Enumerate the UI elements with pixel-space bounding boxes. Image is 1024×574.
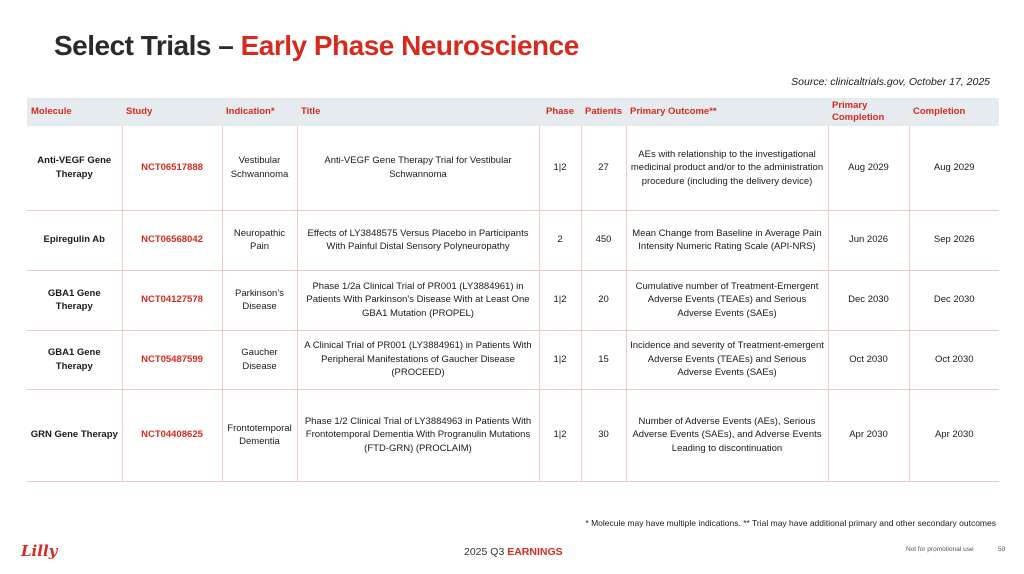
- promo-disclaimer: Not for promotional use: [906, 546, 974, 553]
- cell-patients: 27: [581, 126, 626, 210]
- cell-indication: Neuropathic Pain: [222, 210, 297, 270]
- cell-study-link[interactable]: NCT05487599: [122, 330, 222, 389]
- cell-study-link[interactable]: NCT06568042: [122, 210, 222, 270]
- cell-completion: Apr 2030: [909, 389, 999, 481]
- cell-study-link[interactable]: NCT04127578: [122, 270, 222, 330]
- earnings-period: 2025 Q3: [464, 546, 508, 558]
- cell-phase: 1|2: [539, 126, 581, 210]
- col-header-completion: Completion: [909, 98, 999, 126]
- cell-molecule: GRN Gene Therapy: [27, 389, 122, 481]
- table-header-row: [27, 98, 999, 126]
- cell-molecule: GBA1 Gene Therapy: [27, 330, 122, 389]
- lilly-logo-text: Lilly: [21, 542, 58, 560]
- cell-phase: 1|2: [539, 270, 581, 330]
- lilly-logo: [20, 538, 60, 562]
- cell-primary-outcome: Incidence and severity of Treatment-emergent Adverse Events (TEAEs) and Serious Adverse Events (SAEs): [626, 330, 828, 389]
- cell-completion: Dec 2030: [909, 270, 999, 330]
- cell-primary-outcome: AEs with relationship to the investigational medicinal product and/or to the administration procedure (including the delivery device): [626, 126, 828, 210]
- col-header-molecule: Molecule: [27, 98, 122, 126]
- cell-patients: 450: [581, 210, 626, 270]
- page-title: [54, 30, 579, 62]
- cell-title: A Clinical Trial of PR001 (LY3884961) in Patients With Peripheral Manifestations of Gaucher Disease (PROCEED): [297, 330, 539, 389]
- cell-primary-completion: Dec 2030: [828, 270, 909, 330]
- page-number: 50: [998, 546, 1006, 553]
- table-row: [27, 210, 999, 270]
- cell-study-link[interactable]: NCT06517888: [122, 126, 222, 210]
- col-header-phase: Phase: [539, 98, 581, 126]
- table-row: [27, 330, 999, 389]
- col-header-indication: Indication*: [222, 98, 297, 126]
- cell-primary-completion: Apr 2030: [828, 389, 909, 481]
- footnote: * Molecule may have multiple indications. ** Trial may have additional primary and other secondary outcomes: [585, 518, 996, 528]
- cell-patients: 15: [581, 330, 626, 389]
- earnings-label: [464, 546, 563, 558]
- cell-completion: Sep 2026: [909, 210, 999, 270]
- cell-phase: 2: [539, 210, 581, 270]
- table-row: [27, 270, 999, 330]
- cell-molecule: Epiregulin Ab: [27, 210, 122, 270]
- earnings-word: EARNINGS: [507, 546, 563, 558]
- col-header-study: Study: [122, 98, 222, 126]
- cell-phase: 1|2: [539, 389, 581, 481]
- cell-indication: Vestibular Schwannoma: [222, 126, 297, 210]
- cell-primary-completion: Aug 2029: [828, 126, 909, 210]
- cell-title: Effects of LY3848575 Versus Placebo in Participants With Painful Distal Sensory Polyneuropathy: [297, 210, 539, 270]
- cell-primary-outcome: Mean Change from Baseline in Average Pain Intensity Numeric Rating Scale (API-NRS): [626, 210, 828, 270]
- cell-completion: Aug 2029: [909, 126, 999, 210]
- cell-title: Phase 1/2 Clinical Trial of LY3884963 in Patients With Frontotemporal Dementia With Progranulin Mutations (FTD-GRN) (PROCLAIM): [297, 389, 539, 481]
- cell-indication: Parkinson’s Disease: [222, 270, 297, 330]
- col-header-title: Title: [297, 98, 539, 126]
- cell-molecule: GBA1 Gene Therapy: [27, 270, 122, 330]
- cell-indication: Frontotemporal Dementia: [222, 389, 297, 481]
- col-header-patients: Patients: [581, 98, 626, 126]
- source-note: Source: clinicaltrials.gov, October 17, 2025: [791, 76, 990, 88]
- cell-indication: Gaucher Disease: [222, 330, 297, 389]
- page-title-prefix: Select Trials –: [54, 30, 241, 61]
- cell-primary-completion: Jun 2026: [828, 210, 909, 270]
- cell-primary-outcome: Cumulative number of Treatment-Emergent Adverse Events (TEAEs) and Serious Adverse Events (SAEs): [626, 270, 828, 330]
- cell-title: Anti-VEGF Gene Therapy Trial for Vestibular Schwannoma: [297, 126, 539, 210]
- cell-primary-completion: Oct 2030: [828, 330, 909, 389]
- cell-patients: 20: [581, 270, 626, 330]
- cell-molecule: Anti-VEGF Gene Therapy: [27, 126, 122, 210]
- table-row: [27, 126, 999, 210]
- trials-table: [27, 98, 999, 482]
- col-header-primary-outcome: Primary Outcome**: [626, 98, 828, 126]
- cell-study-link[interactable]: NCT04408625: [122, 389, 222, 481]
- cell-completion: Oct 2030: [909, 330, 999, 389]
- cell-title: Phase 1/2a Clinical Trial of PR001 (LY3884961) in Patients With Parkinson’s Disease With at Least One GBA1 Mutation (PROPEL): [297, 270, 539, 330]
- cell-primary-outcome: Number of Adverse Events (AEs), Serious Adverse Events (SAEs), and Adverse Events Leading to discontinuation: [626, 389, 828, 481]
- col-header-primary-completion: Primary Completion: [828, 98, 909, 126]
- cell-patients: 30: [581, 389, 626, 481]
- page-title-highlight: Early Phase Neuroscience: [240, 30, 579, 61]
- cell-phase: 1|2: [539, 330, 581, 389]
- table-row: [27, 389, 999, 481]
